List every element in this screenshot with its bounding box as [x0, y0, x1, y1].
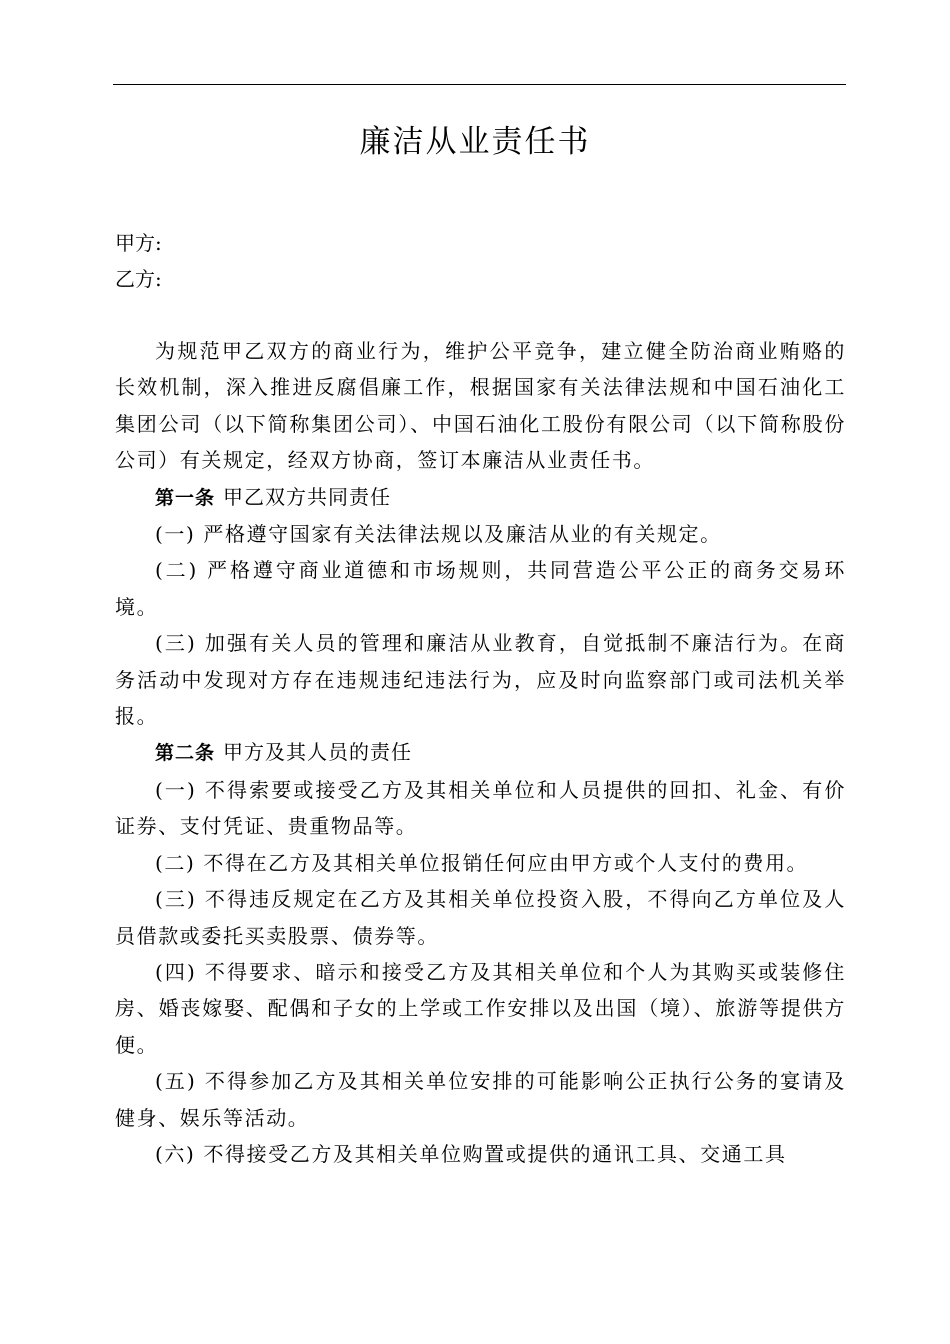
article-1-heading	[115, 479, 846, 516]
party-b-label: 乙方:	[115, 267, 162, 291]
article-1-label: 第一条	[155, 486, 216, 509]
article-2-item-4: (四) 不得要求、暗示和接受乙方及其相关单位和个人为其购买或装修住房、婚丧嫁娶、配偶和子女的上学或工作安排以及出国（境）、旅游等提供方便。	[115, 959, 846, 1057]
article-1-item-1: (一) 严格遵守国家有关法律法规以及廉洁从业的有关规定。	[155, 522, 722, 547]
article-2-item-2: (二) 不得在乙方及其相关单位报销任何应由甲方或个人支付的费用。	[155, 850, 809, 875]
article-2-title: 甲方及其人员的责任	[223, 740, 413, 765]
header-rule	[113, 84, 846, 85]
article-1-title: 甲乙双方共同责任	[223, 484, 392, 509]
article-2-item-3: (三) 不得违反规定在乙方及其相关单位投资入股，不得向乙方单位及人员借款或委托买卖股票、债券等。	[115, 887, 846, 948]
party-a-label: 甲方:	[115, 231, 162, 255]
article-2-item-5: (五) 不得参加乙方及其相关单位安排的可能影响公正执行公务的宴请及健身、娱乐等活动。	[115, 1069, 846, 1130]
article-2-item-6: (六) 不得接受乙方及其相关单位购置或提供的通讯工具、交通工具	[155, 1141, 787, 1166]
preamble-paragraph: 为规范甲乙双方的商业行为，维护公平竞争，建立健全防治商业贿赂的长效机制，深入推进反腐倡廉工作，根据国家有关法律法规和中国石油化工集团公司（以下简称集团公司）、中国石油化工股份有限公司（以下简称股份公司）有关规定，经双方协商，签订本廉洁从业责任书。	[115, 339, 846, 473]
article-1-item-2: (二) 严格遵守商业道德和市场规则，共同营造公平公正的商务交易环境。	[115, 558, 846, 619]
document-title: 廉洁从业责任书	[359, 124, 591, 160]
article-2-label: 第二条	[155, 742, 216, 765]
article-2-item-1: (一) 不得索要或接受乙方及其相关单位和人员提供的回扣、礼金、有价证券、支付凭证、贵重物品等。	[115, 777, 846, 839]
article-1-item-3: (三) 加强有关人员的管理和廉洁从业教育，自觉抵制不廉洁行为。在商务活动中发现对方存在违规违纪违法行为，应及时向监察部门或司法机关举报。	[115, 631, 846, 729]
document-body	[115, 333, 846, 1172]
article-2-heading	[115, 734, 846, 771]
